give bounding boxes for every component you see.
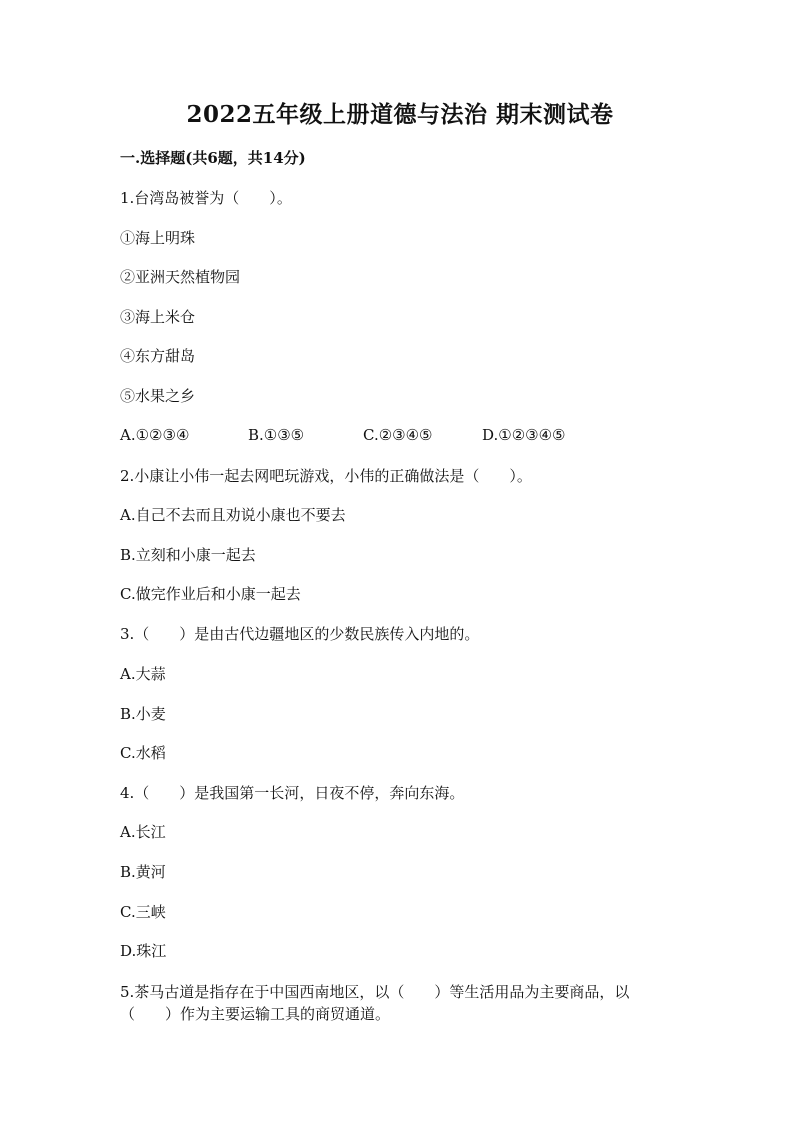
- question-3-option-c: C.水稻: [120, 744, 166, 762]
- question-1-option-b: B.①③⑤: [248, 426, 305, 444]
- exam-title: 2022五年级上册道德与法治 期末测试卷: [186, 101, 614, 128]
- section-heading: 一.选择题(共6题，共14分): [120, 149, 306, 167]
- question-3-option-b: B.小麦: [120, 705, 166, 723]
- question-2-option-a: A.自己不去而且劝说小康也不要去: [120, 506, 346, 524]
- question-5-stem: 5.茶马古道是指存在于中国西南地区，以（ ）等生活用品为主要商品，以（ ）作为主要运输工具的商贸通道。: [120, 983, 630, 1023]
- question-1-statement-5: ⑤水果之乡: [120, 387, 196, 405]
- question-4-option-d: D.珠江: [120, 942, 167, 960]
- question-3-option-a: A.大蒜: [120, 665, 166, 683]
- question-4-option-a: A.长江: [120, 823, 166, 841]
- question-2-option-c: C.做完作业后和小康一起去: [120, 585, 301, 603]
- question-4-option-b: B.黄河: [120, 863, 166, 881]
- question-1-option-a: A.①②③④: [120, 426, 190, 444]
- question-2-stem: 2.小康让小伟一起去网吧玩游戏，小伟的正确做法是（ ）。: [120, 467, 532, 485]
- question-1-stem: 1.台湾岛被誉为（ ）。: [120, 189, 292, 207]
- question-1-statement-3: ③海上米仓: [120, 308, 196, 326]
- question-1-statement-1: ①海上明珠: [120, 229, 196, 247]
- question-1-option-c: C.②③④⑤: [363, 426, 433, 444]
- question-3-stem: 3.（ ）是由古代边疆地区的少数民族传入内地的。: [120, 625, 480, 643]
- question-1-statement-4: ④东方甜岛: [120, 347, 196, 365]
- question-1-statement-2: ②亚洲天然植物园: [120, 268, 241, 286]
- question-1-option-d: D.①②③④⑤: [482, 426, 566, 444]
- question-2-option-b: B.立刻和小康一起去: [120, 546, 256, 564]
- question-4-stem: 4.（ ）是我国第一长河，日夜不停，奔向东海。: [120, 784, 465, 802]
- question-4-option-c: C.三峡: [120, 903, 166, 921]
